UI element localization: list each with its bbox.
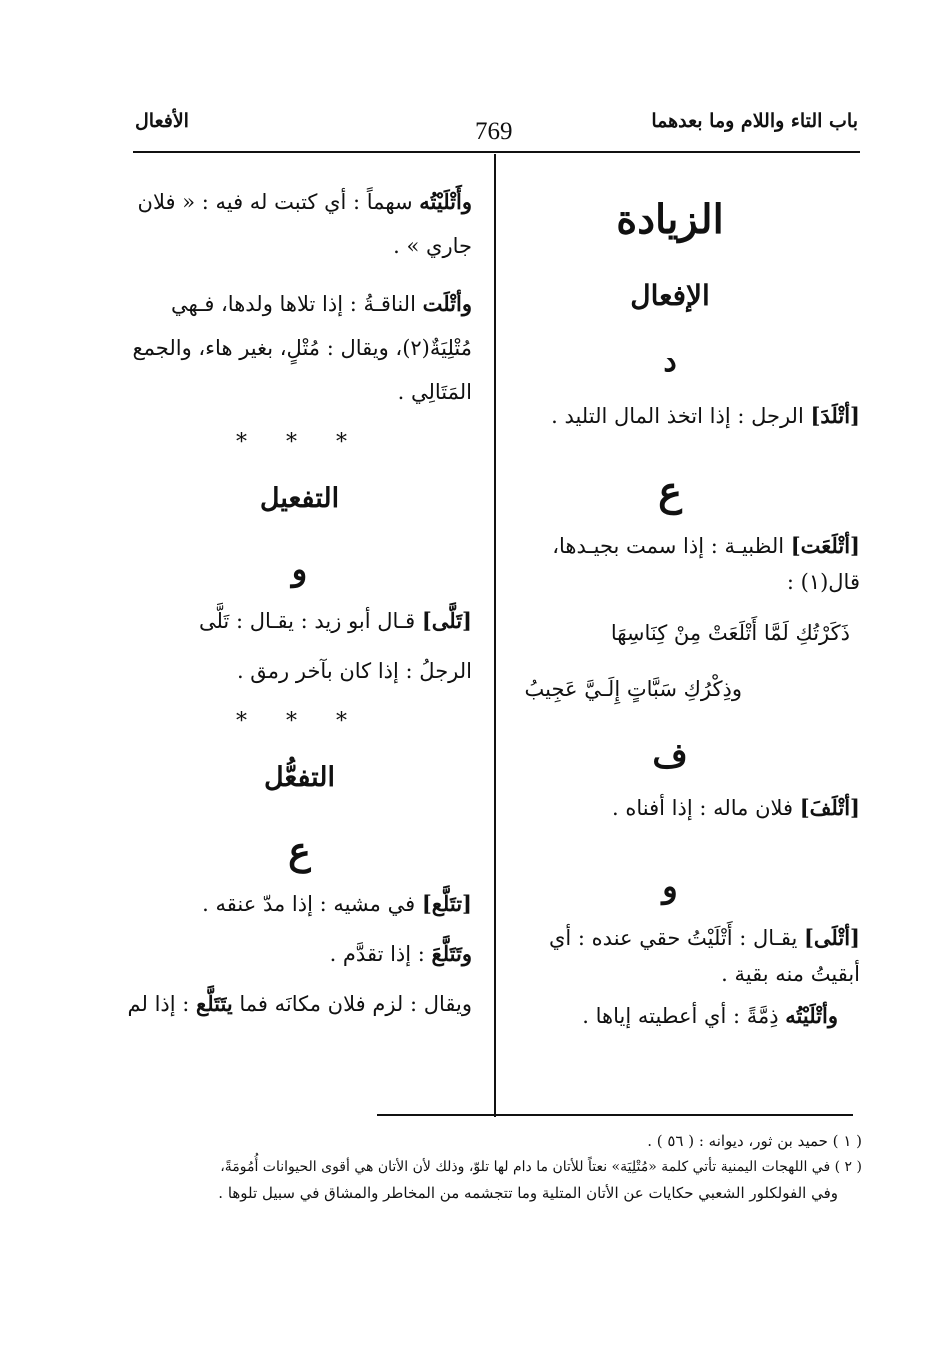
entry-yatatalla (127, 986, 472, 1022)
definition: ذِمَّةً : أي أعطيته إياها . (582, 1004, 786, 1028)
section-separator-stars: * * * (236, 709, 363, 734)
headword: وأتْلَيْتُه (785, 1003, 838, 1028)
letter-heading-waw: و (291, 550, 308, 588)
headword: [أتْلَفَ] (799, 795, 860, 820)
headword: [تَلَّى] (421, 608, 472, 633)
definition: الظبيـة : إذا سمت بجيـدها، (552, 534, 791, 558)
footnotes (122, 1128, 862, 1206)
section-subtitle-ifal: الإفعال (630, 279, 710, 312)
entry-atlaytuhu-sahman-cont: جاري » . (393, 234, 472, 258)
left-column (127, 170, 472, 1022)
entry-atlaytuhu-dhimma (480, 998, 838, 1034)
entry-atlat-annaqa-end: المَتَالِي . (397, 380, 472, 404)
headword: وأَتْلَيْتُه (419, 189, 472, 214)
entry-atla (480, 920, 860, 956)
section-title-tafil: التفعيل (259, 483, 340, 514)
headword: يتَتَلَّع (196, 991, 233, 1016)
letter-heading-ain: ع (658, 468, 682, 515)
headword: [أتْلَعَت] (790, 533, 860, 558)
footnote-2-line-2: وفي الفولكلور الشعبي حكايات عن الأتان المتلية وما تتجشمه من المخاطر والمشاق في سبيل تلوها . (218, 1184, 838, 1202)
entry-atlaat-qala: قال(١) : (786, 570, 860, 594)
entry-atlada (480, 398, 860, 434)
definition: يقـال : أَتْلَيْتُ حقي عنده : أي (548, 926, 804, 950)
entry-atlat-annaqa (127, 286, 472, 322)
letter-heading-fa: ف (652, 736, 688, 776)
definition: : إذا تقدَّم . (329, 942, 432, 966)
letter-heading-waw: و (662, 867, 678, 905)
entry-tatalla (127, 886, 472, 922)
entry-talla (127, 603, 472, 639)
entry-talla-cont: الرجلُ : إذا كان بآخر رمق . (236, 659, 472, 683)
entry-tatalla-taqaddama (127, 936, 472, 972)
entry-atla-cont: أبقيتُ منه بقية . (721, 962, 860, 986)
section-separator-stars: * * * (236, 430, 363, 455)
footnote-2-line-1: ( ٢ ) في اللهجات اليمنية تأتي كلمة «مُتْلِيَة» نعتاً للأتان ما دام لها تلوّ، وذلك لأن الأتان هي أقوى الحيوانات أُمُومَةً، (220, 1159, 862, 1175)
definition: فلان ماله : إذا أفناه . (612, 796, 800, 820)
entry-atlafa (480, 790, 860, 826)
definition: ويقال : لزم فلان مكانَه فما (232, 992, 472, 1016)
footnote-rule (377, 1114, 853, 1116)
definition: في مشيه : إذا مدّ عنقه . (202, 892, 422, 916)
running-head-left: الأفعال (135, 110, 189, 132)
definition: سهماً : أي كتبت له فيه : « فلان (137, 190, 420, 214)
verse-line-1: ذَكَرْتُكِ لَمَّا أَتْلَعَتْ مِنْ كِنَاسِهَا (610, 621, 850, 645)
definition: : إذا لم (127, 992, 197, 1016)
definition: الرجل : إذا اتخذ المال التليد . (551, 404, 811, 428)
verse-line-2: وذِكْرُكِ سَبَّاتٍ إِلَـيَّ عَجِيبُ (524, 677, 742, 701)
entry-atlat-annaqa-cont: مُتْلِيَةٌ(٢)، ويقال : مُتْلٍ، بغير هاء، والجمع (132, 336, 472, 360)
header-rule (133, 151, 860, 153)
page-number: 769 (475, 118, 513, 145)
definition: الناقـةُ : إذا تلاها ولدها، فـهي (170, 292, 423, 316)
headword: [تتَلَّع] (421, 891, 472, 916)
headword: [أتْلَدَ] (810, 403, 860, 428)
right-column (480, 170, 860, 1034)
section-title-tafaul: التفعُّل (263, 762, 335, 793)
running-head-right: باب التاء واللام وما بعدهما (651, 110, 858, 132)
definition: قـال أبو زيد : يقـال : تَلَّى (198, 609, 422, 633)
entry-atlaytuhu-sahman (127, 184, 472, 220)
letter-heading-ain: ع (288, 828, 311, 873)
section-title-ziyada: الزيادة (616, 196, 724, 243)
entry-atlaat (480, 528, 860, 564)
headword: وأتْلَت (422, 291, 472, 316)
headword: وتَتَلَّعَ (431, 941, 472, 966)
headword: [أتْلَى] (803, 925, 860, 950)
letter-heading-dal: د (663, 344, 677, 379)
footnote-1: ( ١ ) حميد بن ثور، ديوانه : ( ٥٦ ) . (647, 1132, 862, 1150)
